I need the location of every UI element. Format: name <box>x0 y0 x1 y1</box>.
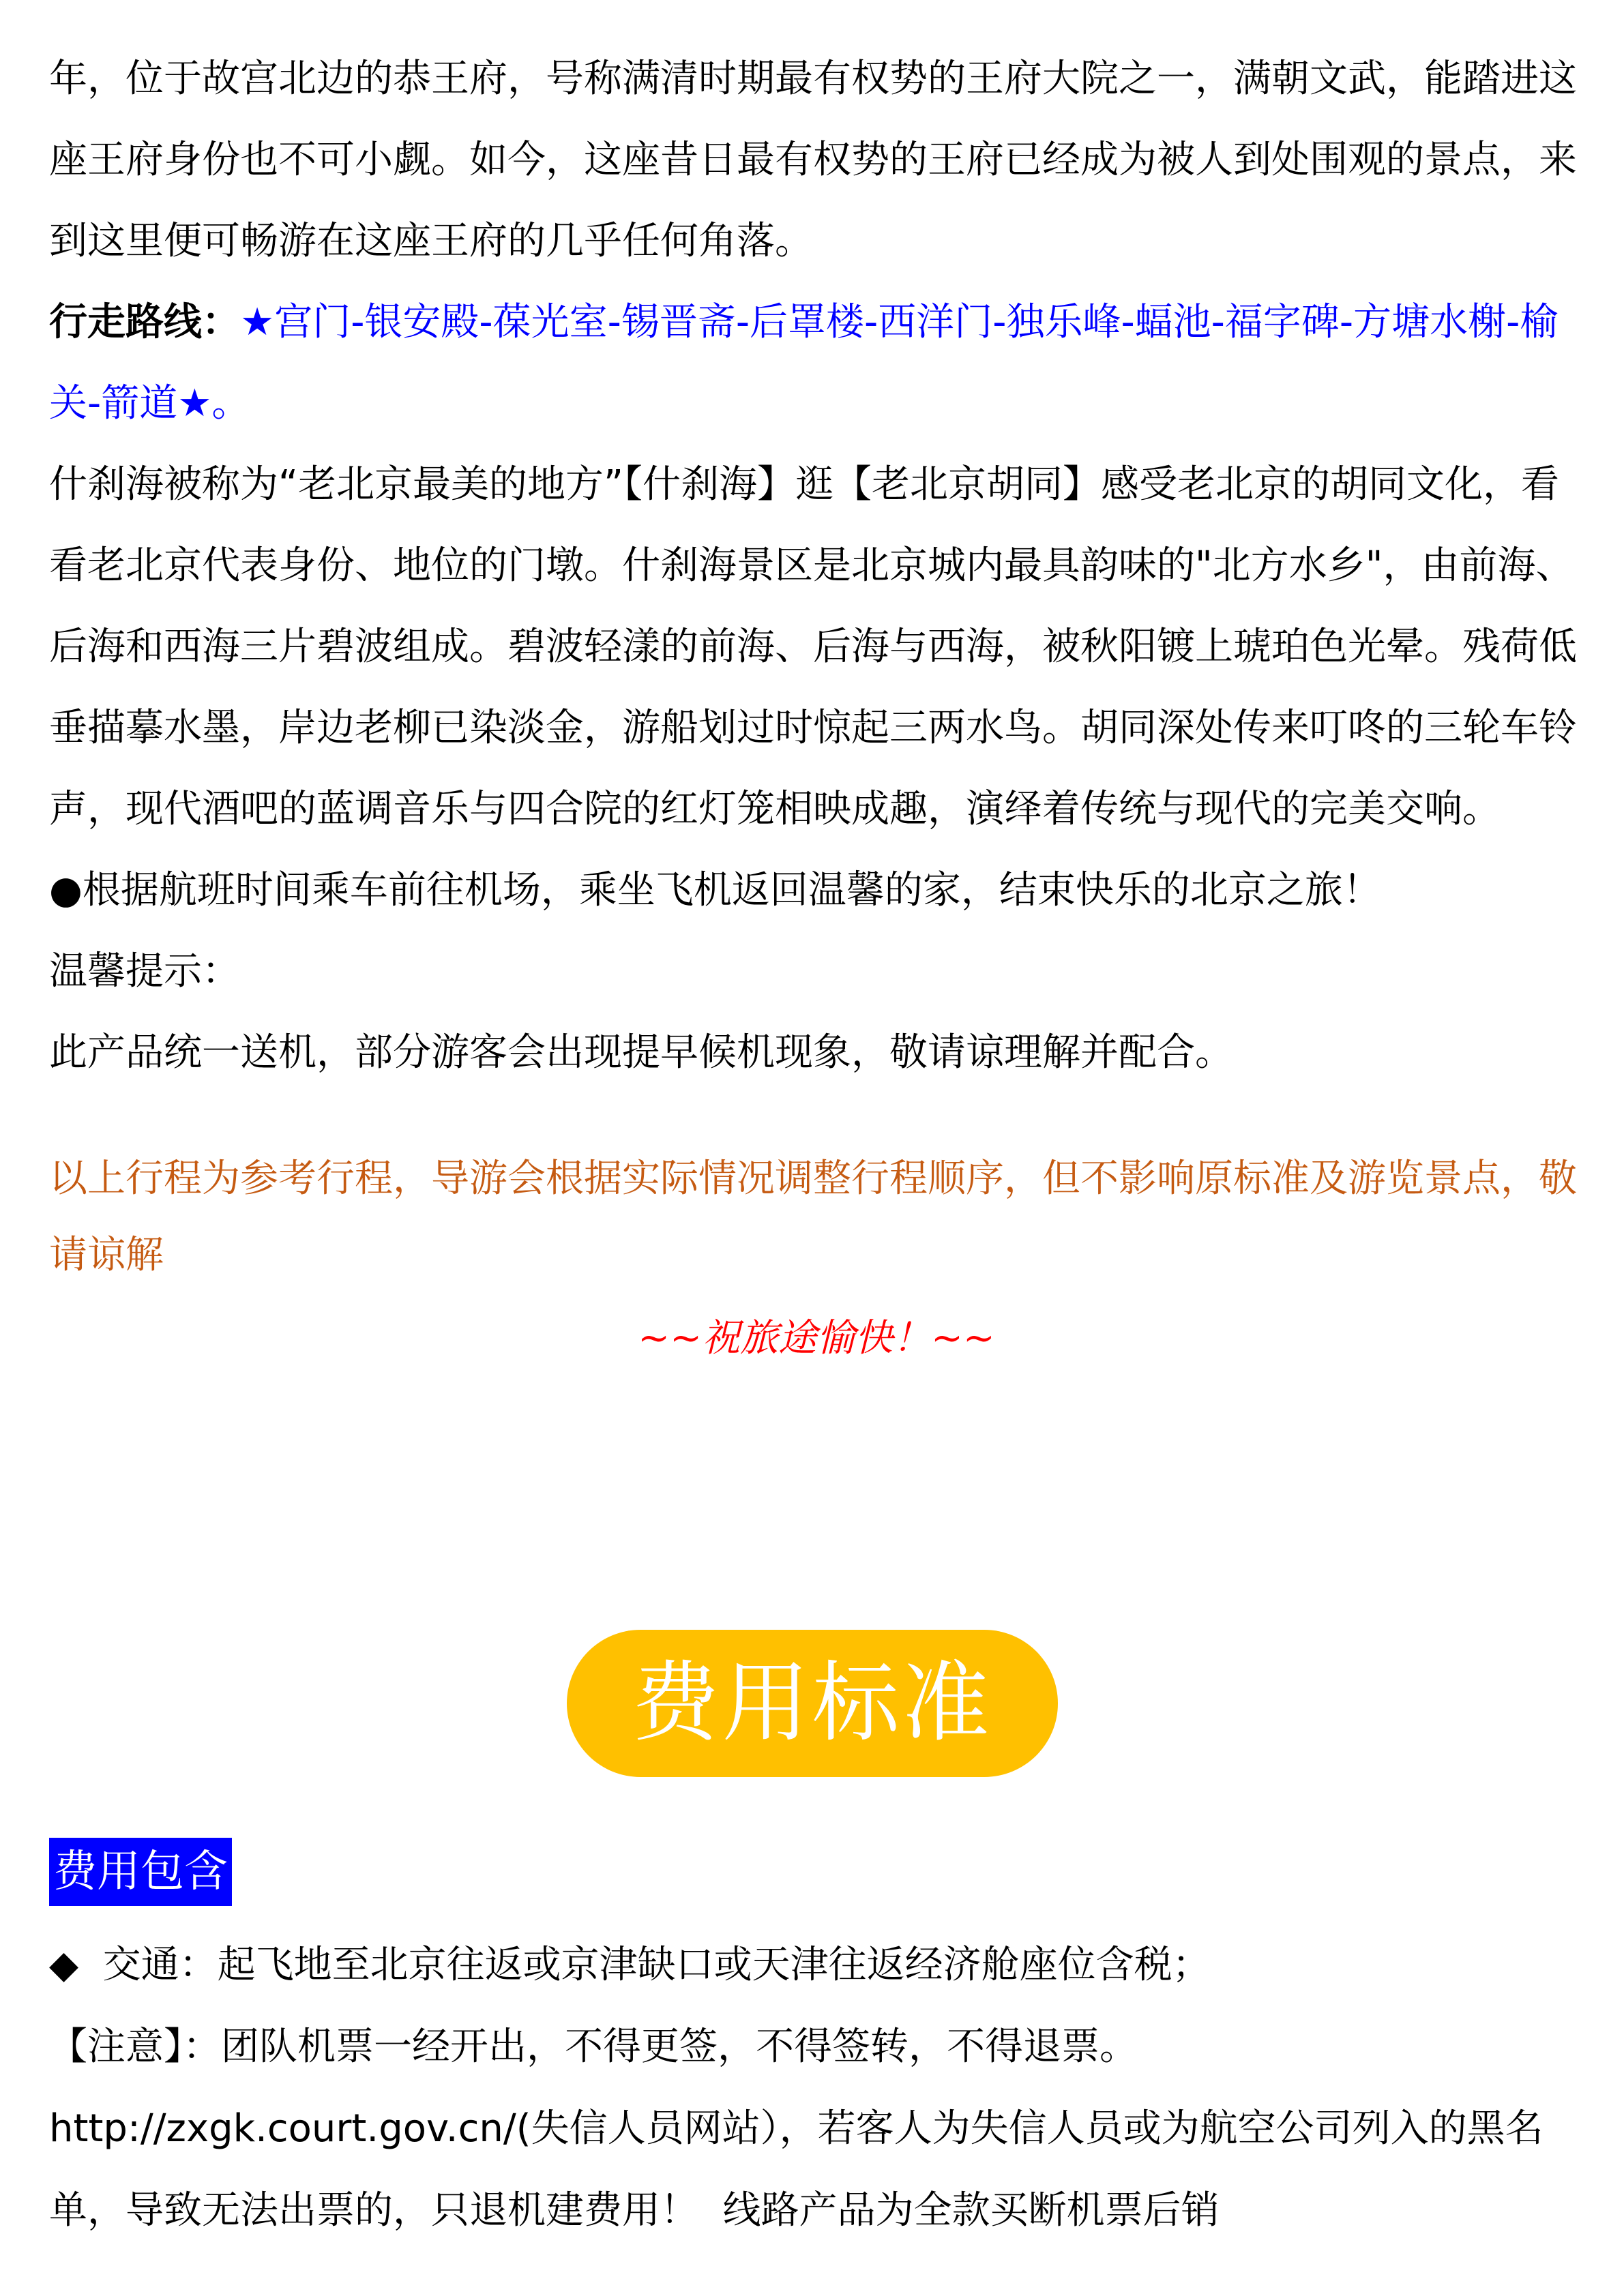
prince-gong-mansion-paragraph: 年，位于故宫北边的恭王府，号称满清时期最有权势的王府大院之一，满朝文武，能踏进这座王府身份也不可小觑。如今，这座昔日最有权势的王府已经成为被人到处围观的景点，来到这里便可畅游在这座王府的几乎任何角落。 <box>49 57 1577 263</box>
walking-route-label: 行走路线： <box>49 300 240 344</box>
walking-route-paragraph <box>49 282 1584 444</box>
fee-standard-header <box>0 1630 1624 1777</box>
fee-standard-title: 费用标准 <box>567 1630 1058 1777</box>
shichahai-paragraph: 什刹海被称为“老北京最美的地方”【什刹海】逛【老北京胡同】感受老北京的胡同文化，看看老北京代表身份、地位的门墩。什刹海景区是北京城内最具韵味的"北方水乡"，由前海、后海和西海三片碧波组成。碧波轻漾的前海、后海与西海，被秋阳镀上琥珀色光晕。残荷低垂描摹水墨，岸边老柳已染淡金，游船划过时惊起三两水鸟。胡同深处传来叮咚的三轮车铃声，现代酒吧的蓝调音乐与四合院的红灯笼相映成趣，演绎着传统与现代的完美交响。 <box>49 462 1577 831</box>
fees-included-tag: 费用包含 <box>49 1838 232 1906</box>
fees-included-section <box>49 1924 1584 2252</box>
return-trip-paragraph: ●根据航班时间乘车前往机场，乘坐飞机返回温馨的家，结束快乐的北京之旅！ <box>49 868 1381 912</box>
fee-blacklist-item: http://zxgk.court.gov.cn/(失信人员网站），若客人为失信人员或为航空公司列入的黑名单，导致无法出票的，只退机建费用！ 线路产品为全款买断机票后销 <box>49 2106 1544 2233</box>
itinerary-section <box>49 0 1584 1380</box>
tip-label: 温馨提示： <box>49 949 240 994</box>
walking-route-text: ★宫门-银安殿-葆光室-锡晋斋-后罩楼-西洋门-独乐峰-蝠池-福字碑-方塘水榭-榆关-箭道★。 <box>49 300 1559 426</box>
tip-text: 此产品统一送机，部分游客会出现提早候机现象，敬请谅理解并配合。 <box>49 1030 1233 1075</box>
fee-transport-item: ◆ 交通：起飞地至北京往返或京津缺口或天津往返经济舱座位含税； <box>49 1943 1211 1987</box>
fee-attention-item: 【注意】：团队机票一经开出，不得更签，不得签转，不得退票。 <box>49 2025 1138 2069</box>
itinerary-notice: 以上行程为参考行程，导游会根据实际情况调整行程顺序，但不影响原标准及游览景点，敬请谅解 <box>49 1157 1577 1277</box>
bon-voyage-wish: ~~祝旅途愉快！~~ <box>638 1316 995 1360</box>
